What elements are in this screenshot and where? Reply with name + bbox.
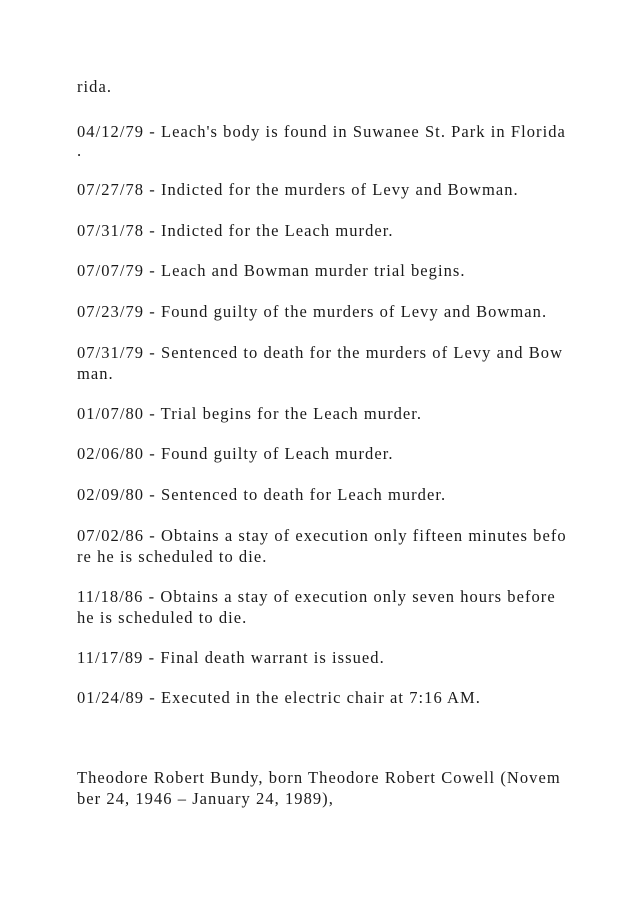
- text-line: 02/09/80 - Sentenced to death for Leach murder.: [77, 485, 447, 504]
- text-line: 01/24/89 - Executed in the electric chair at 7:16 AM.: [77, 688, 481, 707]
- text-line: 01/07/80 - Trial begins for the Leach murder.: [77, 404, 423, 423]
- text-line: 07/31/78 - Indicted for the Leach murder.: [77, 221, 394, 240]
- text-line: man.: [77, 364, 114, 383]
- text-line: 07/02/86 - Obtains a stay of execution only fifteen minutes befo: [77, 526, 567, 545]
- text-line: ber 24, 1946 – January 24, 1989),: [77, 789, 334, 808]
- text-line: 07/07/79 - Leach and Bowman murder trial begins.: [77, 261, 466, 280]
- text-line: 07/23/79 - Found guilty of the murders of Levy and Bowman.: [77, 302, 548, 321]
- text-line: 11/18/86 - Obtains a stay of execution only seven hours before: [77, 587, 556, 606]
- text-line: rida.: [77, 77, 113, 96]
- text-line: 07/27/78 - Indicted for the murders of Levy and Bowman.: [77, 180, 519, 199]
- text-line: 07/31/79 - Sentenced to death for the murders of Levy and Bow: [77, 343, 564, 362]
- text-line: Theodore Robert Bundy, born Theodore Robert Cowell (Novem: [77, 768, 561, 787]
- text-line: 04/12/79 - Leach's body is found in Suwanee St. Park in Florida: [77, 122, 566, 141]
- text-line: he is scheduled to die.: [77, 608, 248, 627]
- text-line: re he is scheduled to die.: [77, 547, 268, 566]
- text-line: 02/06/80 - Found guilty of Leach murder.: [77, 444, 394, 463]
- text-line: 11/17/89 - Final death warrant is issued.: [77, 648, 385, 667]
- text-line: .: [77, 141, 83, 160]
